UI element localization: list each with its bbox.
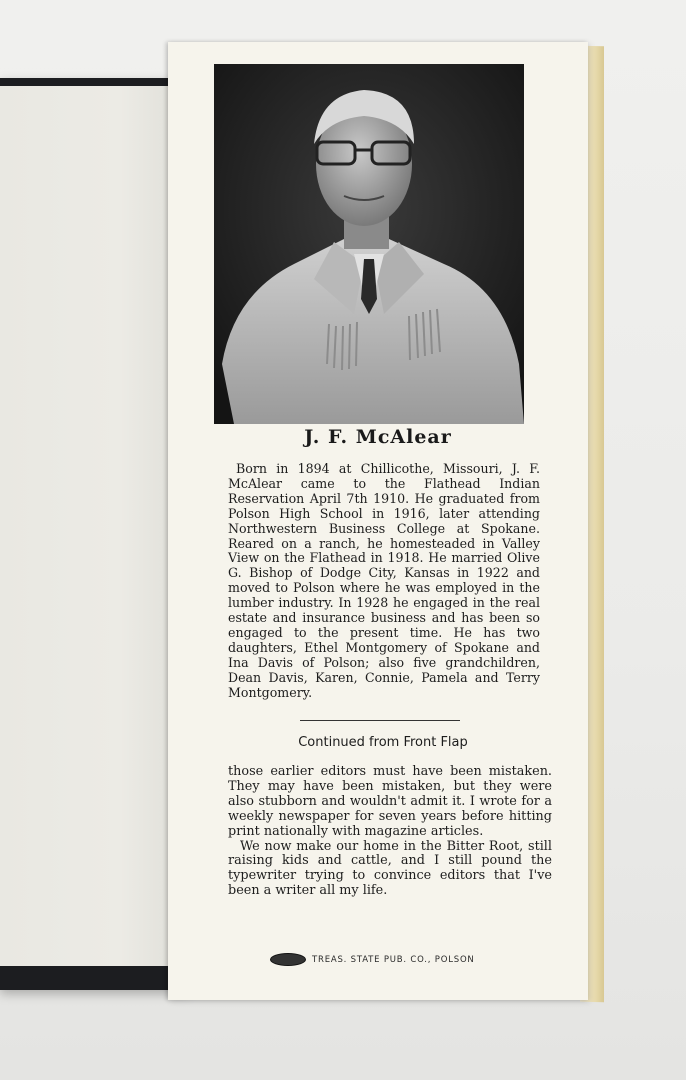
endpaper xyxy=(0,86,172,966)
continued-text xyxy=(228,765,552,899)
dust-jacket-back-flap xyxy=(168,42,588,1000)
continued-paragraph: We now make our home in the Bitter Root, still raising kids and cattle, and I still pound the typewriter trying to convince editors that I've been a writer all my life. xyxy=(228,838,552,899)
section-divider xyxy=(300,720,460,721)
continued-paragraph: those earlier editors must have been mistaken. They may have been mistaken, but they were also stubborn and wouldn't admit it. I wrote for a weekly newspaper for seven years before hitting print nationally with magazine articles. xyxy=(228,764,552,839)
union-label-icon xyxy=(270,953,306,966)
publisher-imprint xyxy=(270,953,530,966)
continued-heading: Continued from Front Flap xyxy=(298,735,468,750)
publisher-name: TREAS. STATE PUB. CO., POLSON xyxy=(312,954,475,965)
author-name: J. F. McAlear xyxy=(304,426,452,448)
author-bio: Born in 1894 at Chillicothe, Missouri, J. F. McAlear came to the Flathead Indian Reservation April 7th 1910. He graduated from Polson High School in 1916, later attending Northwestern Business College at Spokane. Reared on a ranch, he homesteaded in Valley View on the Flathead in 1918. He married Olive G. Bishop of Dodge City, Kansas in 1922 and moved to Polson where he was employed in the lumber industry. In 1928 he engaged in the real estate and insurance business and has been so engaged to the present time. He has two daughters, Ethel Montgomery of Spokane and Ina Davis of Polson; also five grandchildren, Dean Davis, Karen, Connie, Pamela and Terry Montgomery. xyxy=(228,461,540,700)
author-photo xyxy=(214,64,524,424)
